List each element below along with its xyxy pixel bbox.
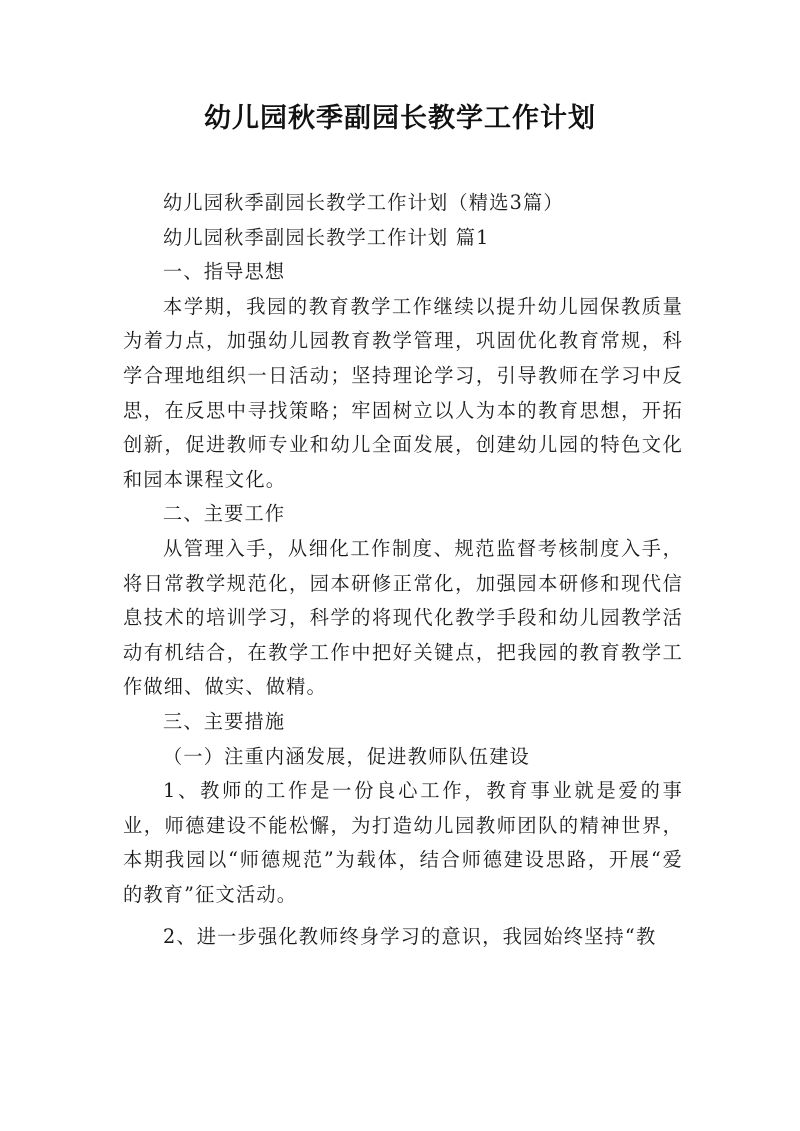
body-paragraph: 本学期，我园的教育教学工作继续以提升幼儿园保教质量为着力点，加强幼儿园教育教学管理，巩固优化教育常规，科学合理地组织一日活动；坚持理论学习，引导教师在学习中反思，在反思中寻找策略；牢固树立以人为本的教育思想，开拓创新，促进教师专业和幼儿全面发展，创建幼儿园的特色文化和园本课程文化。 [123, 294, 683, 491]
section-heading: 二、主要工作 [163, 502, 286, 526]
body-paragraph: 1、教师的工作是一份良心工作，教育事业就是爱的事业，师德建设不能松懈，为打造幼儿园教师团队的精神世界，本期我园以“师德规范”为载体，结合师德建设思路，开展“爱的教育”征文活动。 [123, 779, 683, 906]
document-title: 幼儿园秋季副园长教学工作计划 [204, 103, 596, 134]
section-heading: 三、主要措施 [163, 709, 286, 733]
section-heading: 幼儿园秋季副园长教学工作计划 篇1 [163, 225, 490, 249]
subtitle-paragraph: 幼儿园秋季副园长教学工作计划（精选3篇） [163, 191, 564, 214]
section-heading: 一、指导思想 [163, 260, 286, 284]
body-paragraph: 2、进一步强化教师终身学习的意识，我园始终坚持“教 [163, 925, 657, 949]
document-body [123, 186, 683, 955]
subsection-heading: （一）注重内涵发展，促进教师队伍建设 [163, 744, 530, 768]
body-paragraph: 从管理入手，从细化工作制度、规范监督考核制度入手，将日常教学规范化，园本研修正常化，加强园本研修和现代信息技术的培训学习，科学的将现代化教学手段和幼儿园教学活动有机结合，在教学工作中把好关键点，把我园的教育教学工作做细、做实、做精。 [123, 536, 683, 699]
